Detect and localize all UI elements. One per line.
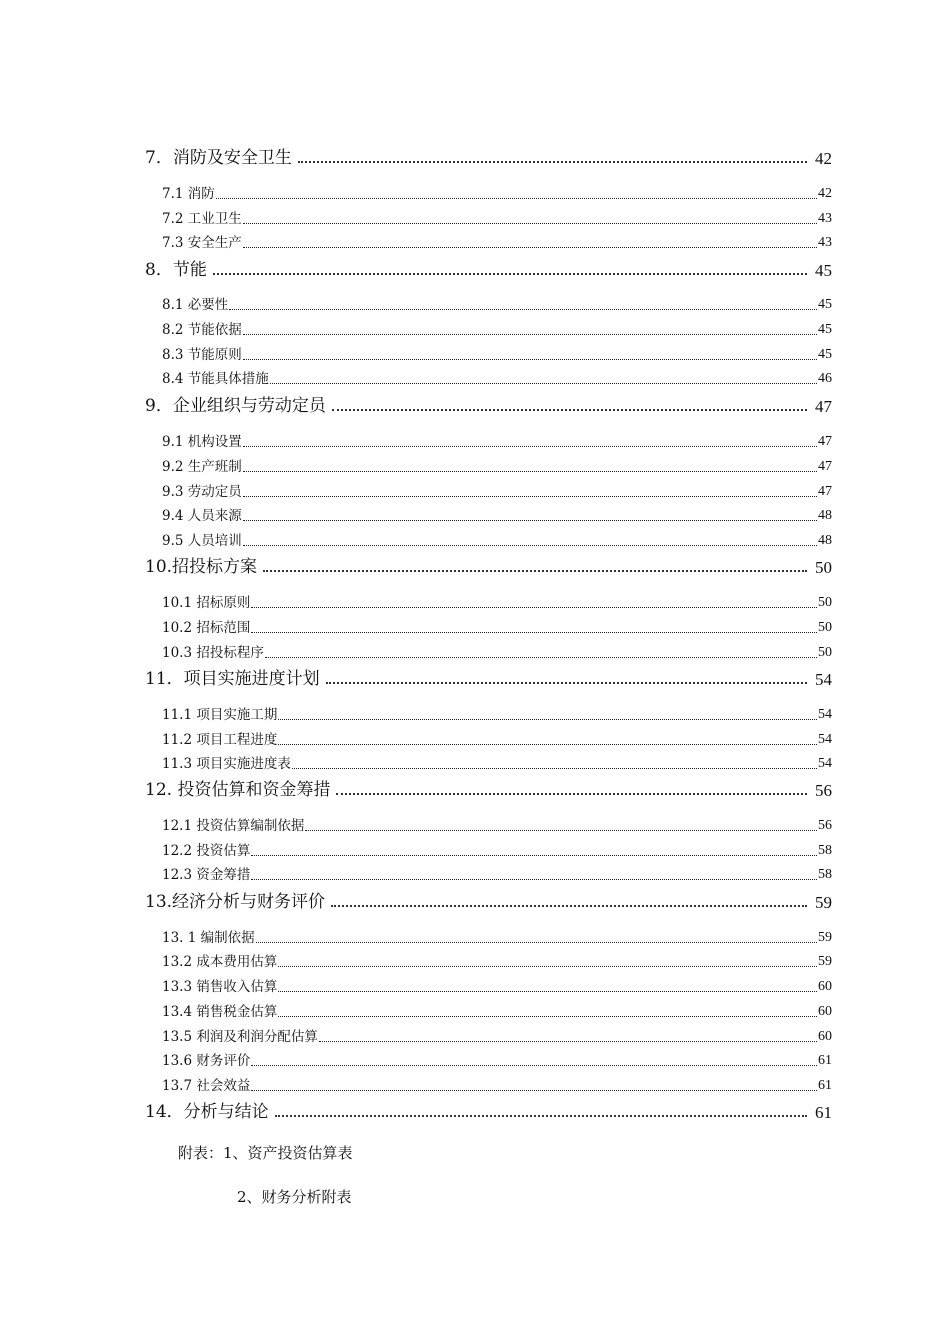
toc-entry-label: 9.3 劳动定员	[162, 483, 242, 500]
toc-entry-label: 11．项目实施进度计划	[145, 669, 320, 689]
toc-entry-label: 10.3 招投标程序	[162, 644, 264, 661]
toc-entry-major[interactable]	[145, 887, 832, 911]
toc-entry-minor[interactable]	[162, 999, 832, 1019]
toc-entry-minor[interactable]	[162, 1048, 832, 1068]
dot-leader	[332, 409, 807, 411]
dot-leader	[270, 383, 817, 384]
toc-entry-label: 9.2 生产班制	[162, 458, 242, 475]
toc-entry-page: 54	[815, 670, 832, 689]
dot-leader	[251, 1090, 817, 1091]
toc-entry-minor[interactable]	[162, 366, 832, 386]
toc-entry-page: 54	[818, 707, 832, 722]
toc-entry-page: 61	[818, 1053, 832, 1068]
dot-leader	[243, 520, 817, 521]
toc-entry-label: 8.1 必要性	[162, 296, 229, 313]
toc-entry-minor[interactable]	[162, 181, 832, 201]
toc-entry-page: 43	[818, 235, 832, 250]
dot-leader	[278, 991, 817, 992]
dot-leader	[243, 223, 817, 224]
toc-entry-minor[interactable]	[162, 206, 832, 226]
toc-entry-label: 8.2 节能依据	[162, 321, 242, 338]
dot-leader	[243, 247, 817, 248]
toc-entry-page: 45	[818, 347, 832, 362]
toc-entry-page: 50	[815, 558, 832, 577]
dot-leader	[275, 1115, 807, 1117]
toc-entry-minor[interactable]	[162, 528, 832, 548]
dot-leader	[213, 273, 807, 275]
toc-entry-minor[interactable]	[162, 862, 832, 882]
toc-entry-label: 13.4 销售税金估算	[162, 1003, 278, 1020]
toc-entry-page: 59	[815, 893, 832, 912]
toc-entry-label: 13.经济分析与财务评价	[145, 892, 326, 912]
toc-entry-page: 54	[818, 756, 832, 771]
toc-entry-label: 12.1 投资估算编制依据	[162, 817, 305, 834]
dot-leader	[265, 657, 817, 658]
dot-leader	[278, 719, 817, 720]
dot-leader	[251, 632, 817, 633]
toc-entry-label: 7.1 消防	[162, 185, 215, 202]
toc-entry-label: 9．企业组织与劳动定员	[145, 396, 326, 416]
toc-entry-label: 8．节能	[145, 260, 207, 280]
toc-entry-major[interactable]	[145, 552, 832, 576]
toc-entry-label: 8.4 节能具体措施	[162, 370, 269, 387]
appendix-line-1: 附表：1、资产投资估算表	[178, 1144, 353, 1162]
toc-entry-page: 48	[818, 533, 832, 548]
toc-entry-page: 59	[818, 930, 832, 945]
dot-leader	[278, 966, 817, 967]
toc-entry-page: 46	[818, 371, 832, 386]
toc-entry-label: 7．消防及安全卫生	[145, 148, 292, 168]
dot-leader	[251, 855, 817, 856]
toc-entry-label: 13. 1 编制依据	[162, 929, 255, 946]
toc-entry-minor[interactable]	[162, 454, 832, 474]
toc-entry-page: 48	[818, 508, 832, 523]
toc-entry-minor[interactable]	[162, 230, 832, 250]
toc-entry-label: 10.2 招标范围	[162, 619, 251, 636]
toc-entry-label: 11.3 项目实施进度表	[162, 755, 291, 772]
toc-entry-page: 56	[818, 818, 832, 833]
dot-leader	[243, 334, 817, 335]
toc-entry-page: 50	[818, 620, 832, 635]
dot-leader	[278, 1016, 817, 1017]
dot-leader	[292, 768, 817, 769]
dot-leader	[331, 905, 807, 907]
toc-entry-minor[interactable]	[162, 429, 832, 449]
dot-leader	[326, 682, 807, 684]
toc-entry-label: 13.2 成本费用估算	[162, 953, 278, 970]
toc-entry-minor[interactable]	[162, 949, 832, 969]
toc-entry-page: 56	[815, 781, 832, 800]
toc-entry-page: 60	[818, 979, 832, 994]
dot-leader	[251, 879, 817, 880]
toc-entry-label: 11.2 项目工程进度	[162, 731, 278, 748]
toc-entry-major[interactable]	[145, 1097, 832, 1121]
toc-entry-page: 42	[815, 149, 832, 168]
toc-entry-minor[interactable]	[162, 503, 832, 523]
toc-entry-label: 7.3 安全生产	[162, 234, 242, 251]
toc-entry-minor[interactable]	[162, 1073, 832, 1093]
dot-leader	[243, 446, 817, 447]
toc-entry-minor[interactable]	[162, 925, 832, 945]
toc-entry-page: 60	[818, 1029, 832, 1044]
toc-entry-label: 13.7 社会效益	[162, 1077, 251, 1094]
toc-entry-page: 60	[818, 1004, 832, 1019]
dot-leader	[243, 496, 817, 497]
toc-entry-page: 50	[818, 645, 832, 660]
toc-entry-major[interactable]	[145, 664, 832, 688]
toc-entry-minor[interactable]	[162, 974, 832, 994]
toc-entry-minor[interactable]	[162, 479, 832, 499]
dot-leader	[216, 198, 817, 199]
toc-entry-label: 12. 投资估算和资金筹措	[145, 780, 331, 800]
toc-entry-minor[interactable]	[162, 702, 832, 722]
dot-leader	[278, 744, 817, 745]
toc-entry-page: 54	[818, 732, 832, 747]
toc-entry-page: 47	[818, 459, 832, 474]
toc-entry-minor[interactable]	[162, 615, 832, 635]
toc-entry-major[interactable]	[145, 143, 832, 167]
toc-entry-page: 45	[815, 261, 832, 280]
toc-entry-page: 58	[818, 843, 832, 858]
toc-entry-page: 47	[815, 397, 832, 416]
toc-entry-page: 61	[818, 1078, 832, 1093]
toc-entry-page: 58	[818, 867, 832, 882]
toc-entry-page: 47	[818, 434, 832, 449]
appendix-line-2: 2、财务分析附表	[237, 1188, 352, 1206]
toc-entry-label: 13.5 利润及利润分配估算	[162, 1028, 318, 1045]
toc-entry-minor[interactable]	[162, 292, 832, 312]
dot-leader	[263, 570, 807, 572]
toc-entry-label: 10.1 招标原则	[162, 594, 251, 611]
toc-entry-label: 9.1 机构设置	[162, 433, 242, 450]
dot-leader	[298, 161, 807, 163]
toc-entry-minor[interactable]	[162, 813, 832, 833]
toc-entry-minor[interactable]	[162, 727, 832, 747]
toc-entry-label: 12.2 投资估算	[162, 842, 251, 859]
toc-entry-label: 10.招投标方案	[145, 557, 258, 577]
toc-entry-label: 8.3 节能原则	[162, 346, 242, 363]
toc-entry-label: 12.3 资金筹措	[162, 866, 251, 883]
dot-leader	[243, 359, 817, 360]
toc-entry-label: 9.5 人员培训	[162, 532, 242, 549]
toc-entry-page: 43	[818, 211, 832, 226]
dot-leader	[305, 830, 817, 831]
toc-entry-major[interactable]	[145, 255, 832, 279]
toc-entry-page: 61	[815, 1103, 832, 1122]
toc-entry-minor[interactable]	[162, 751, 832, 771]
toc-entry-page: 45	[818, 322, 832, 337]
toc-entry-label: 11.1 项目实施工期	[162, 706, 278, 723]
dot-leader	[243, 545, 817, 546]
toc-entry-label: 9.4 人员来源	[162, 507, 242, 524]
toc-entry-page: 50	[818, 595, 832, 610]
toc-entry-minor[interactable]	[162, 317, 832, 337]
dot-leader	[256, 942, 817, 943]
toc-entry-page: 59	[818, 954, 832, 969]
dot-leader	[243, 471, 817, 472]
toc-entry-minor[interactable]	[162, 342, 832, 362]
toc-entry-page: 47	[818, 484, 832, 499]
toc-entry-major[interactable]	[145, 775, 832, 799]
toc-entry-label: 14．分析与结论	[145, 1102, 269, 1122]
dot-leader	[229, 309, 817, 310]
toc-entry-minor[interactable]	[162, 590, 832, 610]
toc-entry-minor[interactable]	[162, 838, 832, 858]
toc-entry-label: 7.2 工业卫生	[162, 210, 242, 227]
toc-entry-label: 13.3 销售收入估算	[162, 978, 278, 995]
dot-leader	[251, 1065, 817, 1066]
dot-leader	[319, 1041, 817, 1042]
toc-entry-major[interactable]	[145, 391, 832, 415]
toc-entry-page: 42	[818, 186, 832, 201]
toc-entry-minor[interactable]	[162, 640, 832, 660]
dot-leader	[251, 607, 817, 608]
toc-entry-page: 45	[818, 297, 832, 312]
toc-entry-label: 13.6 财务评价	[162, 1052, 251, 1069]
toc-entry-minor[interactable]	[162, 1024, 832, 1044]
dot-leader	[336, 793, 807, 795]
